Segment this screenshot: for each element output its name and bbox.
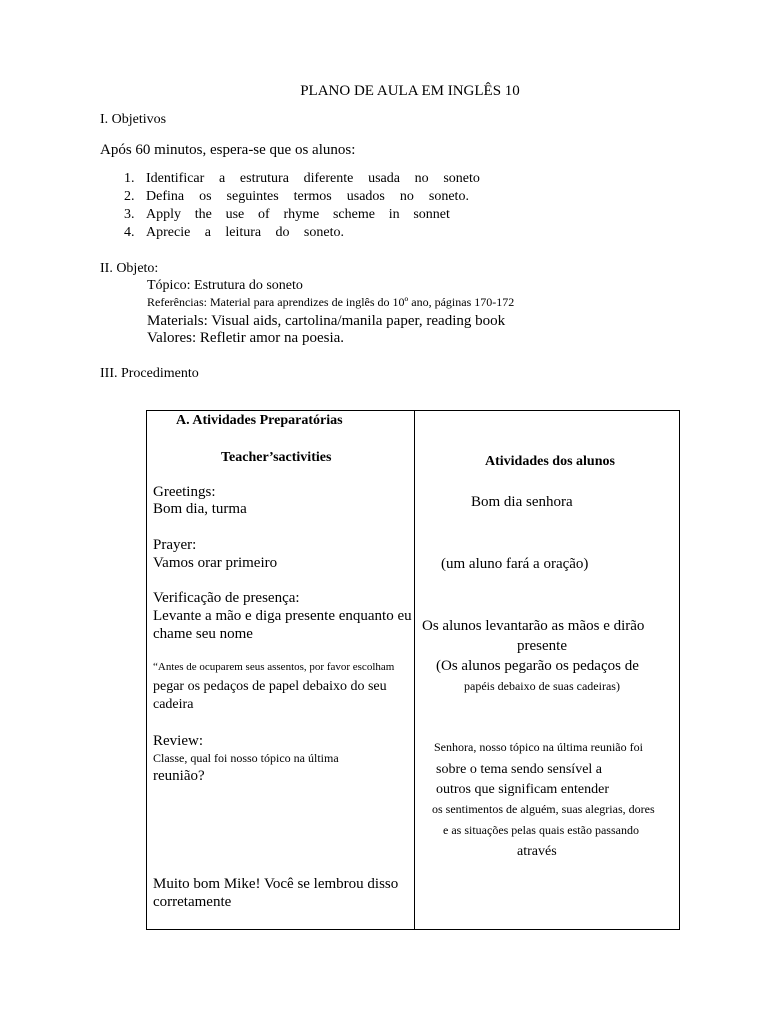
objective-word: estrutura — [239, 171, 289, 186]
objective-word: usada — [368, 171, 400, 186]
objective-word: Aprecie — [146, 225, 191, 240]
objective-word: usados — [346, 189, 385, 204]
prayer-label: Prayer: — [153, 537, 197, 553]
objective-word: os — [199, 189, 212, 204]
greetings-label: Greetings: — [153, 484, 216, 500]
attendance-reply: Os alunos levantarão as mãos e dirão — [422, 618, 645, 634]
section-objectives-heading: I. Objetivos — [100, 112, 167, 127]
section-object-heading: II. Objeto: — [100, 261, 159, 276]
review-reply: Senhora, nosso tópico na última reunião foi — [434, 740, 643, 754]
values-line: Valores: Refletir amor na poesia. — [147, 330, 345, 346]
table-section-title: A. Atividades Preparatórias — [176, 413, 343, 428]
prayer-text: Vamos orar primeiro — [153, 555, 278, 571]
objective-word: scheme — [332, 207, 375, 222]
objective-number: 1. — [124, 171, 135, 186]
attendance-line: Levante a mão e diga presente enquanto eu — [153, 608, 412, 624]
review-question: reunião? — [153, 768, 205, 784]
review-reply: sobre o tema sendo sensível a — [436, 762, 603, 777]
prayer-reply: (um aluno fará a oração) — [441, 556, 589, 572]
objective-word: termos — [293, 189, 332, 204]
review-reply: através — [517, 844, 557, 859]
objective-word: a — [219, 171, 226, 186]
paper-reply: papéis debaixo de suas cadeiras) — [464, 679, 620, 693]
greetings-text: Bom dia, turma — [153, 501, 247, 517]
greeting-reply: Bom dia senhora — [471, 494, 573, 510]
praise-line: corretamente — [153, 894, 232, 910]
seats-instruction-line: cadeira — [153, 697, 194, 712]
objective-word: no — [414, 171, 429, 186]
objective-item-2 — [146, 189, 469, 205]
objective-word: a — [204, 225, 211, 240]
teacher-activities-header: Teacher’sactivities — [221, 450, 332, 465]
praise-line: Muito bom Mike! Você se lembrou disso — [153, 876, 399, 892]
objective-word: do — [275, 225, 290, 240]
objective-word: leitura — [225, 225, 262, 240]
review-reply: outros que significam entender — [436, 782, 610, 797]
attendance-reply: presente — [517, 638, 567, 654]
paper-reply: (Os alunos pegarão os pedaços de — [436, 658, 639, 674]
objective-word: soneto. — [303, 225, 344, 240]
objective-word: Identificar — [146, 171, 205, 186]
attendance-line: chame seu nome — [153, 626, 253, 642]
objective-number: 3. — [124, 207, 135, 222]
materials-line: Materials: Visual aids, cartolina/manila paper, reading book — [147, 313, 506, 329]
objective-word: use — [225, 207, 245, 222]
objective-item-1 — [146, 171, 480, 187]
seats-instruction-line: “Antes de ocuparem seus assentos, por favor escolham — [153, 661, 395, 673]
objectives-intro: Após 60 minutos, espera-se que os alunos: — [100, 142, 356, 158]
topic-line: Tópico: Estrutura do soneto — [147, 278, 303, 293]
references-line: Referências: Material para aprendizes de inglês do 10º ano, páginas 170-172 — [147, 295, 515, 309]
objective-word: Apply — [146, 207, 181, 222]
objective-number: 4. — [124, 225, 135, 240]
objective-word: no — [399, 189, 414, 204]
objective-word: of — [258, 207, 270, 222]
objective-item-3 — [146, 207, 450, 223]
attendance-label: Verificação de presença: — [153, 590, 300, 606]
objective-word: the — [194, 207, 212, 222]
objective-word: soneto. — [428, 189, 469, 204]
objective-word: in — [388, 207, 400, 222]
objective-word: soneto — [443, 171, 480, 186]
seats-instruction-line: pegar os pedaços de papel debaixo do seu — [153, 679, 387, 694]
objective-word: diferente — [303, 171, 354, 186]
objective-number: 2. — [124, 189, 135, 204]
objective-word: rhyme — [283, 207, 320, 222]
page-title: PLANO DE AULA EM INGLÊS 10 — [300, 83, 520, 99]
student-activities-header: Atividades dos alunos — [485, 454, 615, 469]
objective-item-4 — [146, 225, 344, 241]
section-procedure-heading: III. Procedimento — [100, 366, 199, 381]
review-reply: e as situações pelas quais estão passando — [443, 823, 639, 837]
review-question: Classe, qual foi nosso tópico na última — [153, 751, 339, 765]
review-label: Review: — [153, 733, 203, 749]
objective-word: Defina — [146, 189, 185, 204]
objective-word: sonnet — [413, 207, 450, 222]
objective-word: seguintes — [226, 189, 279, 204]
table-column-divider — [414, 410, 415, 929]
review-reply: os sentimentos de alguém, suas alegrias, dores — [432, 802, 655, 816]
